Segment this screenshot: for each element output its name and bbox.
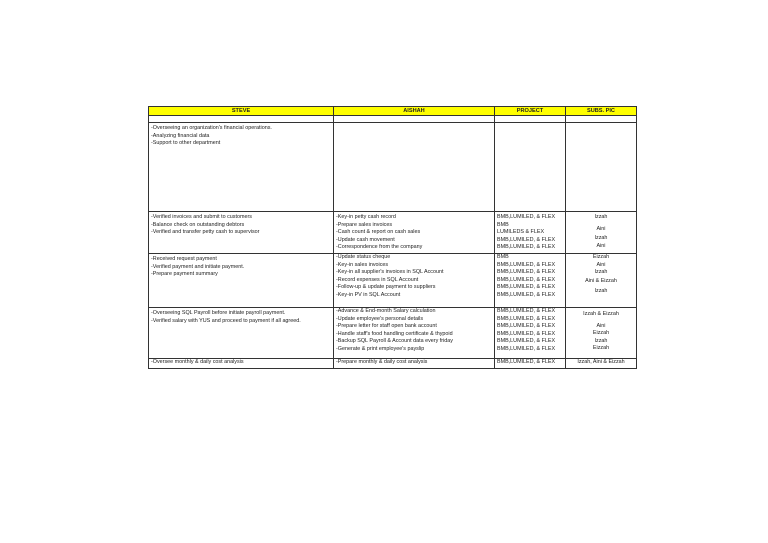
task-line: -Prepare sales invoices — [336, 221, 393, 228]
pic-cell — [566, 123, 637, 212]
project-cell — [495, 308, 566, 359]
pic-line: Eizzah — [592, 254, 610, 260]
task-line: -Analyzing financial data — [151, 132, 210, 139]
steve-cell — [149, 123, 334, 212]
task-line: -Received request payment — [151, 256, 217, 262]
project-line: BMB — [497, 254, 509, 260]
project-line: BMB,LUMILED, & FLEX — [497, 214, 556, 220]
aishah-cell — [334, 308, 495, 359]
header-steve: STEVE — [149, 107, 334, 116]
project-line: BMB,LUMILED, & FLEX — [497, 276, 556, 283]
pic-line: Izzah & Eizzah — [583, 311, 619, 317]
aishah-cell — [334, 254, 495, 308]
project-cell — [495, 254, 566, 308]
task-line: -Key-in all supplier's invoices in SQL Account — [336, 269, 444, 276]
header-row — [149, 107, 637, 116]
pic-line: Eizzah — [592, 330, 610, 337]
pic-line: Aini — [596, 322, 606, 329]
task-line: -Balance check on outstanding debtors — [151, 221, 245, 228]
steve-cell — [149, 254, 334, 308]
header-aishah: AISHAH — [334, 107, 495, 116]
task-line: -Follow-up & update payment to suppliers — [336, 284, 436, 291]
pic-line: Eizzah — [592, 345, 610, 352]
task-line: -Verified invoices and submit to customers — [151, 214, 252, 220]
table-row — [149, 123, 637, 212]
project-cell — [495, 123, 566, 212]
steve-cell — [149, 308, 334, 359]
task-line: -Verified salary with YUS and proceed to payment if all agreed. — [151, 317, 301, 324]
responsibility-table — [148, 106, 637, 369]
project-line: BMB — [497, 221, 509, 228]
header-project: PROJECT — [495, 107, 566, 116]
pic-line: Izzah — [594, 269, 608, 276]
task-line: -Verified and transfer petty cash to supervisor — [151, 229, 260, 236]
header-subs-pic: SUBS. PIC — [566, 107, 637, 116]
project-line: BMB,LUMILED, & FLEX — [497, 323, 556, 330]
table-row — [149, 212, 637, 254]
pic-line: Izzah — [594, 235, 608, 242]
pic-line: Izzah — [594, 337, 608, 344]
project-line: BMB,LUMILED, & FLEX — [497, 308, 556, 314]
task-line: -Generate & print employee's payslip — [336, 345, 425, 352]
task-line: -Key-in PV in SQL Account — [336, 291, 401, 298]
pic-cell — [566, 359, 637, 369]
task-line: -Key-in sales invoices — [336, 261, 389, 268]
pic-line: Aini — [596, 242, 606, 249]
pic-cell — [566, 212, 637, 254]
aishah-cell — [334, 359, 495, 369]
task-line: -Correspondence from the company — [336, 244, 423, 251]
spacer-row — [149, 116, 637, 123]
task-line: -Key-in petty cash record — [336, 214, 396, 220]
project-line: BMB,LUMILED, & FLEX — [497, 261, 556, 268]
table-row — [149, 308, 637, 359]
project-line: LUMILEDS & FLEX — [497, 229, 545, 236]
task-line: -Record expenses in SQL Account — [336, 276, 419, 283]
project-line: BMB,LUMILED, & FLEX — [497, 338, 556, 345]
pic-line: Aini — [596, 261, 606, 268]
project-line: BMB,LUMILED, & FLEX — [497, 330, 556, 337]
pic-line: Aini & Eizzah — [585, 277, 617, 284]
project-line: BMB,LUMILED, & FLEX — [497, 284, 556, 291]
steve-cell — [149, 212, 334, 254]
pic-line: Izzah — [594, 288, 608, 295]
pic-line — [568, 296, 634, 304]
table-row — [149, 254, 637, 308]
task-line: -Advance & End-month Salary calculation — [336, 308, 436, 314]
task-line: -Update status cheque — [336, 254, 391, 260]
task-line: -Backup SQL Payroll & Account data every friday — [336, 338, 453, 345]
project-line: BMB,LUMILED, & FLEX — [497, 236, 556, 243]
project-line: BMB,LUMILED, & FLEX — [497, 315, 556, 322]
steve-cell — [149, 359, 334, 369]
task-line: -Update employee's personal details — [336, 315, 424, 322]
task-line: -Cash count & report on cash sales — [336, 229, 421, 236]
pic-cell — [566, 254, 637, 308]
task-line: -Overseeing SQL Payroll before initiate payroll payment. — [151, 310, 286, 316]
pic-line: Izzah, Aini & Eizzah — [577, 359, 625, 365]
pic-cell — [566, 308, 637, 359]
responsibility-sheet — [148, 106, 636, 369]
aishah-cell — [334, 123, 495, 212]
project-line: BMB,LUMILED, & FLEX — [497, 291, 556, 298]
pic-line: Izzah — [594, 214, 608, 220]
task-line: -Update cash movement — [336, 236, 395, 243]
table-row — [149, 359, 637, 369]
task-line: -Prepare payment summary — [151, 271, 218, 278]
project-cell — [495, 359, 566, 369]
project-line: BMB,LUMILED, & FLEX — [497, 269, 556, 276]
project-line: BMB,LUMILED, & FLEX — [497, 345, 556, 352]
project-cell — [495, 212, 566, 254]
task-line: -Support to other department — [151, 140, 221, 147]
pic-line: Aini — [596, 225, 606, 232]
task-line: -Oversee monthly & daily cost analysis — [151, 359, 244, 365]
task-line: -Prepare monthly & daily cost analysis — [336, 359, 428, 365]
task-line: -Verified payment and initiate payment. — [151, 263, 245, 270]
task-line: -Handle staff's food handling certificate & thypoid — [336, 330, 453, 337]
task-line: -Prepare letter for staff open bank account — [336, 323, 437, 330]
aishah-cell — [334, 212, 495, 254]
project-line: BMB,LUMILED, & FLEX — [497, 359, 556, 365]
project-line: BMB,LUMILED, & FLEX — [497, 244, 556, 251]
task-line: -Overseeing an organization's financial operations. — [151, 125, 272, 131]
